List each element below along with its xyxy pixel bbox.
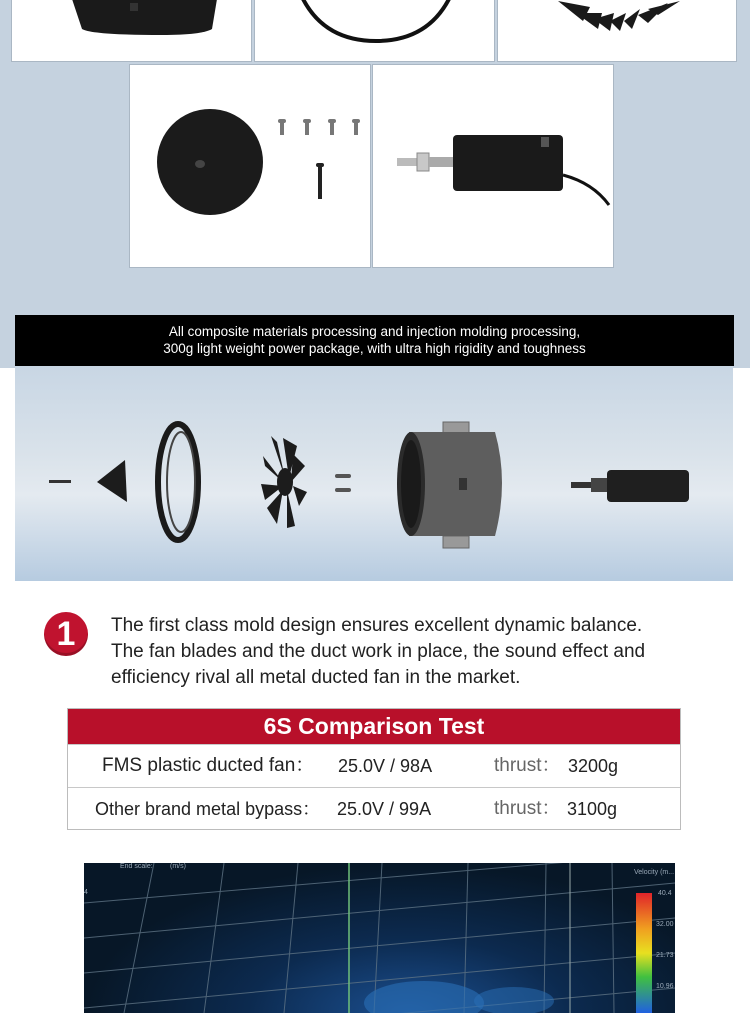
row-label: FMS plastic ducted fan：	[102, 755, 315, 776]
photo-duct-ring	[254, 0, 495, 62]
exploded-view-image	[15, 366, 733, 581]
scale-value: 32.00	[656, 921, 674, 928]
row-thrust-label: thrust：	[494, 798, 561, 819]
velocity-color-scale	[636, 893, 652, 1013]
feature-line-1: The first class mold design ensures excellent dynamic balance.	[111, 615, 643, 636]
photo-spinner-screws	[129, 64, 371, 268]
photo-duct-housing	[11, 0, 252, 62]
scale-value: 10.96	[656, 983, 674, 990]
meas-header-unit: (m/s)	[170, 863, 186, 870]
caption-line-1: All composite materials processing and injection molding processing,	[168, 324, 581, 339]
comparison-table	[67, 708, 681, 830]
table-row	[68, 787, 680, 829]
row-spec: 25.0V / 98A	[338, 756, 433, 776]
scale-value: 40.4	[658, 890, 672, 897]
table-row	[68, 744, 680, 787]
photo-motor	[372, 64, 614, 268]
comparison-title: 6S Comparison Test	[68, 709, 680, 744]
number-1-circle-icon: 1	[44, 612, 88, 656]
exploded-view-panel	[15, 366, 733, 581]
meas-header-right: Velocity (m...	[634, 869, 675, 876]
materials-caption-banner	[15, 315, 734, 366]
motor-image	[373, 65, 614, 268]
spinner-and-screws-image	[130, 65, 371, 268]
row-thrust-label: thrust：	[494, 755, 561, 776]
feature-description	[111, 613, 721, 691]
fan-rotor-image	[498, 0, 737, 62]
meas-left-tick: 4	[84, 889, 88, 896]
feature-line-3: efficiency rival all metal ducted fan in the market.	[111, 667, 521, 688]
photo-fan-rotor	[497, 0, 737, 62]
velocity-grid	[84, 863, 675, 1013]
meas-header-left: End scale:	[120, 863, 153, 870]
airflow-velocity-image	[84, 863, 675, 1013]
duct-ring-image	[255, 0, 495, 62]
row-label: Other brand metal bypass：	[95, 799, 321, 819]
row-spec: 25.0V / 99A	[337, 799, 432, 819]
scale-value: 21.73	[656, 952, 674, 959]
feature-line-2: The fan blades and the duct work in place, the sound effect and	[111, 641, 646, 662]
row-thrust-value: 3200g	[568, 756, 619, 776]
row-thrust-value: 3100g	[567, 799, 618, 819]
caption-line-2: 300g light weight power package, with ultra high rigidity and toughness	[163, 341, 586, 356]
duct-housing-image	[12, 0, 252, 62]
